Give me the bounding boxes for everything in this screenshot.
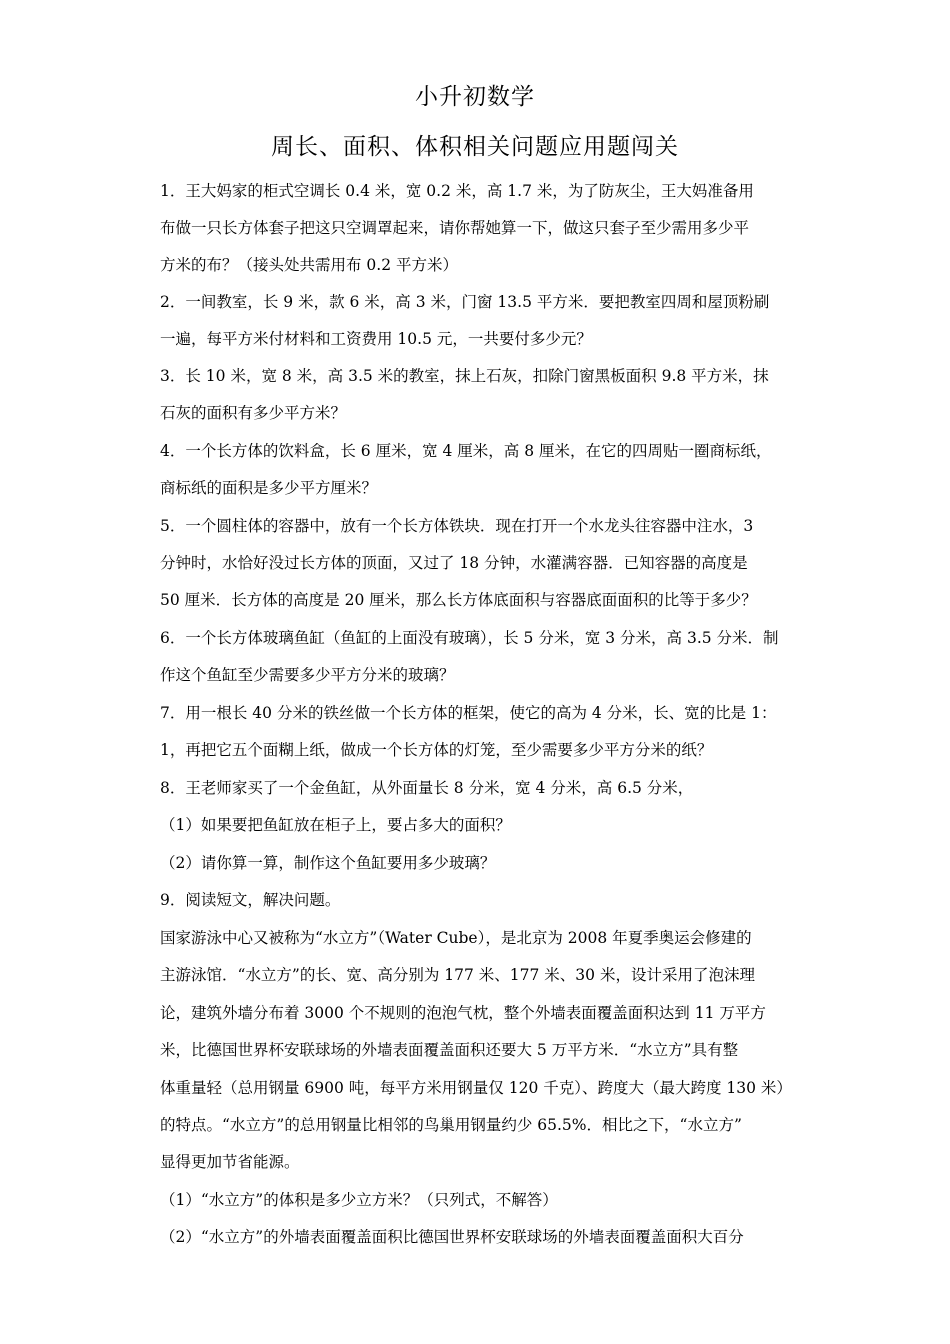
text-line: 方米的布？（接头处共需用布 0.2 平方米） xyxy=(160,256,459,274)
text-line: 2．一间教室，长 9 米，款 6 米，高 3 米，门窗 13.5 平方米．要把教室四周和屋顶粉刷 xyxy=(160,293,770,311)
text-line: 7．用一根长 40 分米的铁丝做一个长方体的框架，使它的高为 4 分米，长、宽的比是 1： xyxy=(160,704,777,722)
text-line: 5．一个圆柱体的容器中，放有一个长方体铁块．现在打开一个水龙头往容器中注水，3 xyxy=(160,517,754,535)
text-line: 作这个鱼缸至少需要多少平方分米的玻璃？ xyxy=(160,666,455,684)
page-title: 小升初数学 xyxy=(415,84,535,110)
text-line: 50 厘米．长方体的高度是 20 厘米，那么长方体底面积与容器底面面积的比等于多少？ xyxy=(160,591,757,609)
text-line: 6．一个长方体玻璃鱼缸（鱼缸的上面没有玻璃），长 5 分米，宽 3 分米，高 3.5 分米．制 xyxy=(160,629,779,647)
text-line: 1．王大妈家的柜式空调长 0.4 米，宽 0.2 米，高 1.7 米，为了防灰尘，王大妈准备用 xyxy=(160,182,754,200)
text-line: 石灰的面积有多少平方米？ xyxy=(160,404,347,422)
text-line: 9．阅读短文，解决问题。 xyxy=(160,891,341,909)
text-line: （2）“水立方”的外墙表面覆盖面积比德国世界杯安联球场的外墙表面覆盖面积大百分 xyxy=(160,1228,744,1246)
text-line: 显得更加节省能源。 xyxy=(160,1153,300,1171)
text-line: 4．一个长方体的饮料盒，长 6 厘米，宽 4 厘米，高 8 厘米，在它的四周贴一圈商标纸， xyxy=(160,442,772,460)
text-line: 布做一只长方体套子把这只空调罩起来，请你帮她算一下，做这只套子至少需用多少平 xyxy=(160,219,750,237)
text-line: 8．王老师家买了一个金鱼缸，从外面量长 8 分米，宽 4 分米，高 6.5 分米， xyxy=(160,779,694,797)
text-line: 米，比德国世界杯安联球场的外墙表面覆盖面积还要大 5 万平方米．“水立方”具有整 xyxy=(160,1041,739,1059)
text-line: 3．长 10 米，宽 8 米，高 3.5 米的教室，抹上石灰，扣除门窗黑板面积 9.8 平方米，抹 xyxy=(160,367,769,385)
text-line: 体重量轻（总用钢量 6900 吨，每平方米用钢量仅 120 千克）、跨度大（最大跨度 130 米） xyxy=(160,1079,792,1097)
text-line: 的特点。“水立方”的总用钢量比相邻的鸟巢用钢量约少 65.5%．相比之下，“水立方” xyxy=(160,1116,742,1134)
page-subtitle: 周长、面积、体积相关问题应用题闯关 xyxy=(271,134,679,160)
text-line: 一遍，每平方米付材料和工资费用 10.5 元，一共要付多少元？ xyxy=(160,330,592,348)
text-line: 1，再把它五个面糊上纸，做成一个长方体的灯笼，至少需要多少平方分米的纸？ xyxy=(160,741,713,759)
text-line: （2）请你算一算，制作这个鱼缸要用多少玻璃？ xyxy=(160,854,496,872)
text-line: 商标纸的面积是多少平方厘米？ xyxy=(160,479,378,497)
text-line: 论，建筑外墙分布着 3000 个不规则的泡泡气枕，整个外墙表面覆盖面积达到 11 万平方 xyxy=(160,1004,766,1022)
text-line: （1）“水立方”的体积是多少立方米？（只列式，不解答） xyxy=(160,1191,558,1209)
text-line: （1）如果要把鱼缸放在柜子上，要占多大的面积？ xyxy=(160,816,511,834)
text-line: 分钟时，水恰好没过长方体的顶面，又过了 18 分钟，水灌满容器．已知容器的高度是 xyxy=(160,554,748,572)
text-line: 主游泳馆．“水立方”的长、宽、高分别为 177 米、177 米、30 米，设计采用了泡沫理 xyxy=(160,966,755,984)
text-line: 国家游泳中心又被称为“水立方”（Water Cube），是北京为 2008 年夏季奥运会修建的 xyxy=(160,929,752,947)
